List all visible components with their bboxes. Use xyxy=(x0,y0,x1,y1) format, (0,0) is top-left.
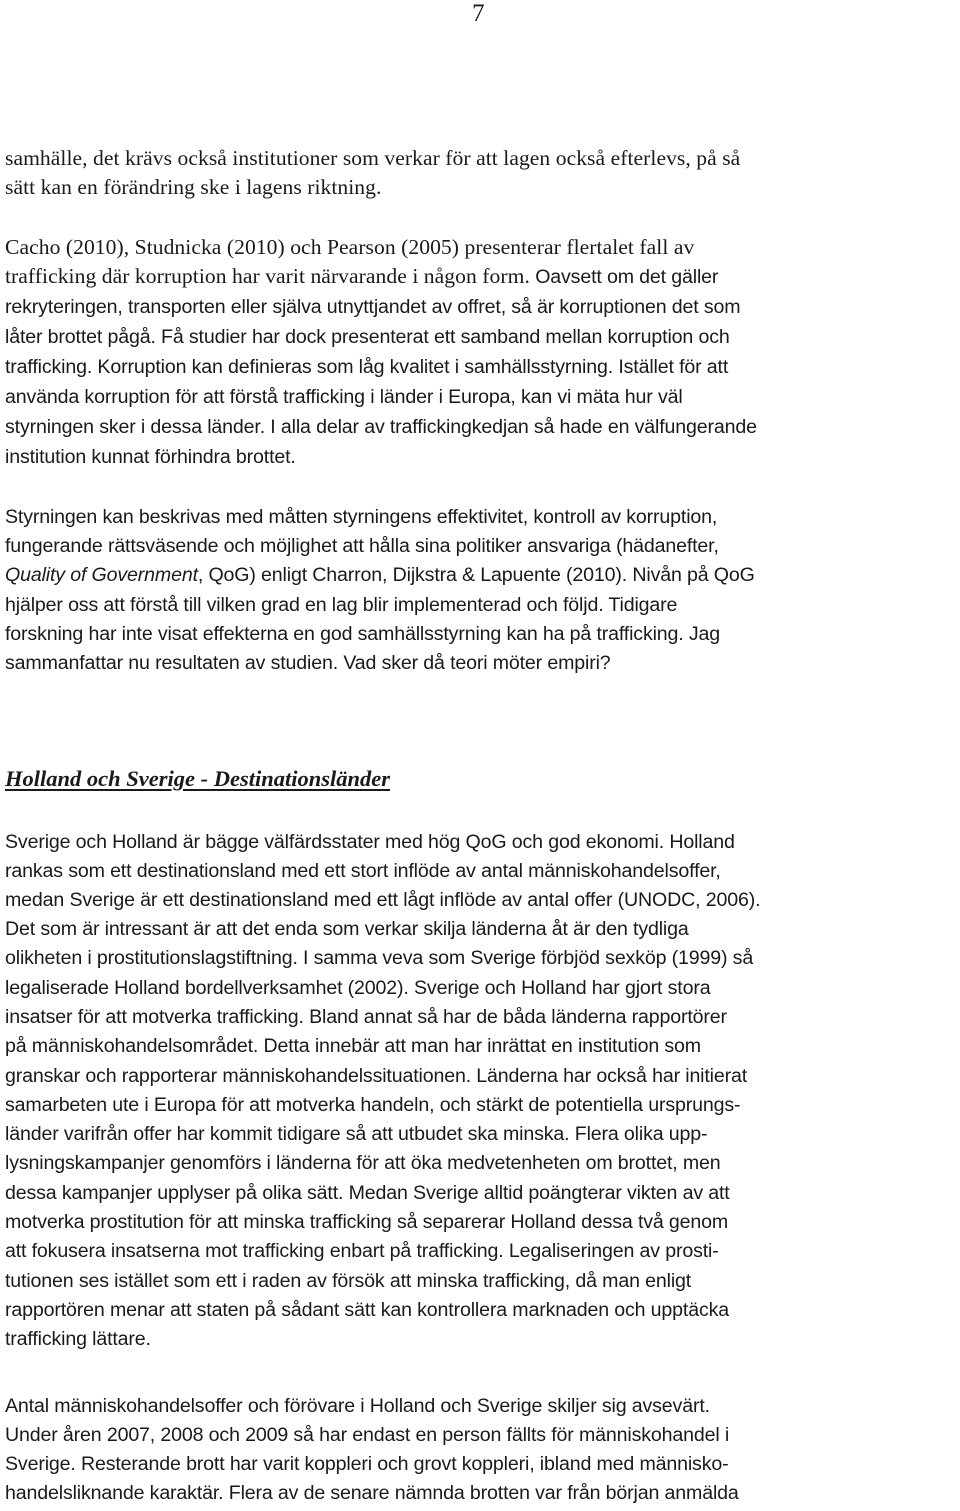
text-line: låter brottet pågå. Få studier har dock presenterat ett samband mellan korruption och xyxy=(5,326,730,348)
text-line: Under åren 2007, 2008 och 2009 så har endast en person fällts för människohandel i xyxy=(5,1424,730,1446)
text-line: hjälper oss att förstå till vilken grad en lag blir implementerad och följd. Tidigare xyxy=(5,594,678,616)
page-number: 7 xyxy=(472,0,485,27)
text-line: olikheten i prostitutionslagstiftning. I samma veva som Sverige förbjöd sexköp (1999) så xyxy=(5,947,754,969)
text-line: rankas som ett destinationsland med ett stort inflöde av antal människohandelsoffer, xyxy=(5,860,721,882)
text-line: på människohandelsområdet. Detta innebär att man har inrättat en institution som xyxy=(5,1035,701,1057)
text-line: forskning har inte visat effekterna en god samhällsstyrning kan ha på trafficking. Jag xyxy=(5,623,721,645)
text-line: handelsliknande karaktär. Flera av de senare nämnda brotten var från början anmälda xyxy=(5,1482,739,1504)
text-line xyxy=(5,561,755,590)
section-heading: Holland och Sverige - Destinationsländer xyxy=(5,766,391,791)
text-line xyxy=(5,262,718,292)
text-line: fungerande rättsväsende och möjlighet att hålla sina politiker ansvariga (hädanefter, xyxy=(5,535,719,557)
text-line: Styrningen kan beskrivas med måtten styrningens effektivitet, kontroll av korruption, xyxy=(5,506,718,528)
text-line: Sverige och Holland är bägge välfärdsstater med hög QoG och god ekonomi. Holland xyxy=(5,831,735,853)
text-line: insatser för att motverka trafficking. Bland annat så har de båda länderna rapportörer xyxy=(5,1006,727,1028)
text-line: rapportören menar att staten på sådant sätt kan kontrollera marknaden och upptäcka xyxy=(5,1299,729,1321)
text-line: institution kunnat förhindra brottet. xyxy=(5,446,296,468)
text-line: att fokusera insatserna mot trafficking enbart på trafficking. Legaliseringen av prosti- xyxy=(5,1240,719,1262)
text-line: trafficking lättare. xyxy=(5,1328,151,1350)
text-span: , QoG) enligt Charron, Dijkstra & Lapuente (2010). Nivån på QoG xyxy=(197,564,755,586)
text-line: lysningskampanjer genomförs i länderna för att öka medvetenheten om brottet, men xyxy=(5,1152,721,1174)
text-line: sätt kan en förändring ske i lagens riktning. xyxy=(5,175,382,199)
text-line: trafficking. Korruption kan definieras som låg kvalitet i samhällsstyrning. Istället för att xyxy=(5,356,729,378)
text-line: motverka prostitution för att minska trafficking så separerar Holland dessa två genom xyxy=(5,1211,729,1233)
text-line: använda korruption för att förstå trafficking i länder i Europa, kan vi mäta hur väl xyxy=(5,386,683,408)
text-span: Oavsett om det gäller xyxy=(529,266,719,288)
text-line: legaliserade Holland bordellverksamhet (2002). Sverige och Holland har gjort stora xyxy=(5,977,711,999)
italic-term: Quality of Government xyxy=(5,564,198,586)
text-line: dessa kampanjer upplyser på olika sätt. Medan Sverige alltid poängterar vikten av att xyxy=(5,1182,730,1204)
text-line: Sverige. Resterande brott har varit koppleri och grovt koppleri, ibland med människo- xyxy=(5,1453,729,1475)
text-line: länder varifrån offer har kommit tidigare så att utbudet ska minska. Flera olika upp- xyxy=(5,1123,708,1145)
text-line: Det som är intressant är att det enda som verkar skilja länderna åt är den tydliga xyxy=(5,918,689,940)
text-span: trafficking där korruption har varit närvarande i någon form. xyxy=(5,264,530,288)
text-line: samarbeten ute i Europa för att motverka handeln, och stärkt de potentiella ursprungs- xyxy=(5,1094,741,1116)
text-line: styrningen sker i dessa länder. I alla delar av traffickingkedjan så hade en välfungerande xyxy=(5,416,757,438)
text-line: sammanfattar nu resultaten av studien. Vad sker då teori möter empiri? xyxy=(5,652,611,674)
text-line: samhälle, det krävs också institutioner som verkar för att lagen också efterlevs, på så xyxy=(5,146,741,170)
text-line: tutionen ses istället som ett i raden av försök att minska trafficking, då man enligt xyxy=(5,1270,692,1292)
text-line: granskar och rapporterar människohandelssituationen. Länderna har också har initierat xyxy=(5,1065,748,1087)
text-line: rekryteringen, transporten eller själva utnyttjandet av offret, så är korruptionen det som xyxy=(5,296,741,318)
text-line: Cacho (2010), Studnicka (2010) och Pearson (2005) presenterar flertalet fall av xyxy=(5,235,695,259)
text-line: Antal människohandelsoffer och förövare i Holland och Sverige skiljer sig avsevärt. xyxy=(5,1395,710,1417)
text-line: medan Sverige är ett destinationsland med ett lågt inflöde av antal offer (UNODC, 2006). xyxy=(5,889,761,911)
